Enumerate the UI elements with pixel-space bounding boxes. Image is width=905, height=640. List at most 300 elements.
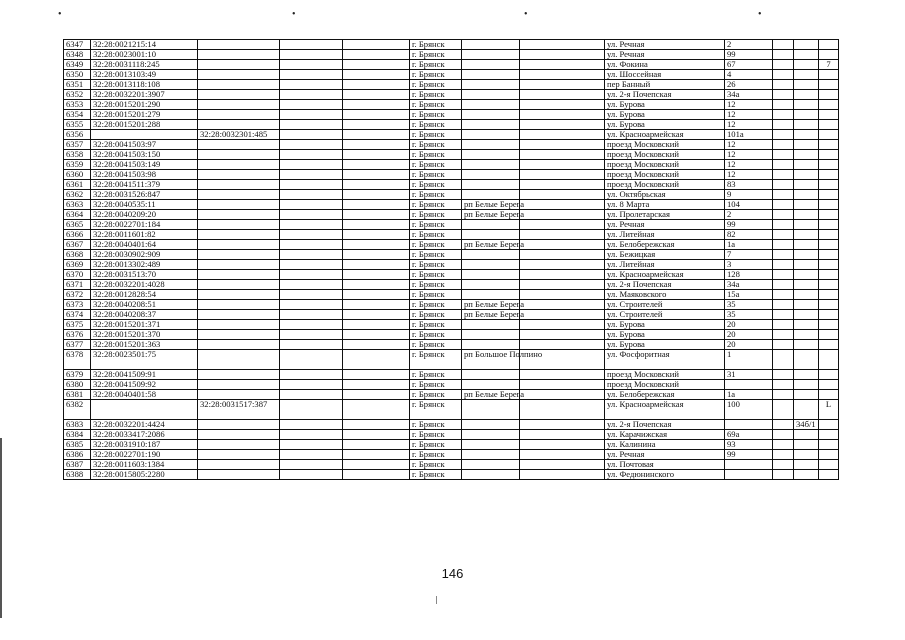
settlement: рп Белые Берега bbox=[462, 390, 520, 400]
table-row bbox=[64, 80, 839, 90]
extra-number: 34б/1 bbox=[794, 420, 819, 430]
row-number: 6379 bbox=[64, 370, 91, 380]
cadastral-number-alt bbox=[198, 320, 280, 330]
building bbox=[819, 130, 839, 140]
settlement bbox=[462, 290, 520, 300]
settlement bbox=[462, 320, 520, 330]
street: ул. Бурова bbox=[605, 100, 725, 110]
empty-cell bbox=[343, 260, 410, 270]
city: г. Брянск bbox=[410, 330, 462, 340]
cadastral-number-alt bbox=[198, 450, 280, 460]
settlement bbox=[462, 260, 520, 270]
cadastral-number: 32:28:0040535:11 bbox=[91, 200, 198, 210]
street: ул. Красноармейская bbox=[605, 270, 725, 280]
extra-number bbox=[794, 300, 819, 310]
cadastral-number-alt bbox=[198, 250, 280, 260]
building bbox=[819, 450, 839, 460]
cadastral-number: 32:28:0015805:2280 bbox=[91, 470, 198, 480]
table-row bbox=[64, 150, 839, 160]
building bbox=[819, 80, 839, 90]
house-number bbox=[725, 420, 773, 430]
table-row bbox=[64, 280, 839, 290]
house-number: 83 bbox=[725, 180, 773, 190]
table-row bbox=[64, 90, 839, 100]
empty-cell bbox=[280, 240, 343, 250]
house-number: 35 bbox=[725, 310, 773, 320]
empty-cell bbox=[773, 420, 794, 430]
building: 7 bbox=[819, 60, 839, 70]
cadastral-number bbox=[91, 400, 198, 420]
cadastral-number: 32:28:0041503:97 bbox=[91, 140, 198, 150]
cadastral-number: 32:28:0041509:92 bbox=[91, 380, 198, 390]
row-number: 6382 bbox=[64, 400, 91, 420]
row-number: 6369 bbox=[64, 260, 91, 270]
cadastral-number-alt bbox=[198, 440, 280, 450]
house-number: 104 bbox=[725, 200, 773, 210]
empty-cell bbox=[520, 210, 605, 220]
empty-cell bbox=[773, 210, 794, 220]
cadastral-number: 32:28:0011601:82 bbox=[91, 230, 198, 240]
street: ул. Карачижская bbox=[605, 430, 725, 440]
street: ул. Строителей bbox=[605, 310, 725, 320]
empty-cell bbox=[773, 140, 794, 150]
extra-number bbox=[794, 50, 819, 60]
cadastral-number-alt bbox=[198, 50, 280, 60]
settlement bbox=[462, 380, 520, 390]
empty-cell bbox=[280, 230, 343, 240]
extra-number bbox=[794, 60, 819, 70]
building bbox=[819, 90, 839, 100]
empty-cell bbox=[773, 90, 794, 100]
row-number: 6387 bbox=[64, 460, 91, 470]
settlement bbox=[462, 250, 520, 260]
cadastral-number-alt bbox=[198, 420, 280, 430]
empty-cell bbox=[773, 470, 794, 480]
settlement bbox=[462, 80, 520, 90]
empty-cell bbox=[280, 380, 343, 390]
city: г. Брянск bbox=[410, 400, 462, 420]
empty-cell bbox=[773, 320, 794, 330]
house-number: 1 bbox=[725, 350, 773, 370]
house-number: 2 bbox=[725, 40, 773, 50]
scan-mark: • bbox=[58, 9, 62, 20]
cadastral-number: 32:28:0015201:290 bbox=[91, 100, 198, 110]
empty-cell bbox=[773, 390, 794, 400]
building bbox=[819, 320, 839, 330]
cadastral-number-alt bbox=[198, 350, 280, 370]
house-number: 67 bbox=[725, 60, 773, 70]
empty-cell bbox=[520, 440, 605, 450]
empty-cell bbox=[343, 210, 410, 220]
row-number: 6371 bbox=[64, 280, 91, 290]
empty-cell bbox=[343, 460, 410, 470]
table-row bbox=[64, 260, 839, 270]
building bbox=[819, 290, 839, 300]
building bbox=[819, 260, 839, 270]
table-row bbox=[64, 330, 839, 340]
row-number: 6384 bbox=[64, 430, 91, 440]
cadastral-number: 32:28:0022701:184 bbox=[91, 220, 198, 230]
street: ул. 2-я Почепская bbox=[605, 90, 725, 100]
cadastral-number: 32:28:0030902:909 bbox=[91, 250, 198, 260]
extra-number bbox=[794, 450, 819, 460]
empty-cell bbox=[280, 310, 343, 320]
table-row bbox=[64, 460, 839, 470]
empty-cell bbox=[343, 250, 410, 260]
table-row bbox=[64, 430, 839, 440]
extra-number bbox=[794, 370, 819, 380]
city: г. Брянск bbox=[410, 340, 462, 350]
street: проезд Московский bbox=[605, 140, 725, 150]
house-number: 12 bbox=[725, 110, 773, 120]
extra-number bbox=[794, 150, 819, 160]
row-number: 6351 bbox=[64, 80, 91, 90]
empty-cell bbox=[520, 50, 605, 60]
city: г. Брянск bbox=[410, 70, 462, 80]
extra-number bbox=[794, 90, 819, 100]
extra-number bbox=[794, 350, 819, 370]
empty-cell bbox=[280, 350, 343, 370]
street: пер Банный bbox=[605, 80, 725, 90]
house-number: 35 bbox=[725, 300, 773, 310]
settlement bbox=[462, 160, 520, 170]
row-number: 6352 bbox=[64, 90, 91, 100]
empty-cell bbox=[773, 250, 794, 260]
street: ул. Федюнинского bbox=[605, 470, 725, 480]
empty-cell bbox=[520, 380, 605, 390]
empty-cell bbox=[773, 100, 794, 110]
empty-cell bbox=[520, 290, 605, 300]
street: ул. Бурова bbox=[605, 120, 725, 130]
settlement: рп Белые Берега bbox=[462, 200, 520, 210]
empty-cell bbox=[773, 280, 794, 290]
empty-cell bbox=[773, 240, 794, 250]
empty-cell bbox=[773, 340, 794, 350]
cadastral-number-alt bbox=[198, 140, 280, 150]
table-row bbox=[64, 110, 839, 120]
cadastral-number: 32:28:0013103:49 bbox=[91, 70, 198, 80]
scan-mark: • bbox=[758, 9, 762, 20]
settlement bbox=[462, 70, 520, 80]
cadastral-number: 32:28:0021215:14 bbox=[91, 40, 198, 50]
building bbox=[819, 380, 839, 390]
house-number: 12 bbox=[725, 120, 773, 130]
table-row bbox=[64, 240, 839, 250]
empty-cell bbox=[280, 300, 343, 310]
empty-cell bbox=[520, 280, 605, 290]
empty-cell bbox=[343, 390, 410, 400]
settlement bbox=[462, 40, 520, 50]
cadastral-number bbox=[91, 130, 198, 140]
table-row bbox=[64, 450, 839, 460]
cadastral-number-alt bbox=[198, 160, 280, 170]
city: г. Брянск bbox=[410, 370, 462, 380]
extra-number bbox=[794, 270, 819, 280]
row-number: 6372 bbox=[64, 290, 91, 300]
empty-cell bbox=[520, 190, 605, 200]
cadastral-number: 32:28:0040401:58 bbox=[91, 390, 198, 400]
cadastral-number-alt bbox=[198, 170, 280, 180]
settlement bbox=[462, 370, 520, 380]
empty-cell bbox=[280, 330, 343, 340]
empty-cell bbox=[773, 330, 794, 340]
street: ул. Строителей bbox=[605, 300, 725, 310]
empty-cell bbox=[520, 450, 605, 460]
city: г. Брянск bbox=[410, 210, 462, 220]
settlement bbox=[462, 170, 520, 180]
empty-cell bbox=[773, 70, 794, 80]
building bbox=[819, 440, 839, 450]
cadastral-number-alt: 32:28:0032301:485 bbox=[198, 130, 280, 140]
house-number: 31 bbox=[725, 370, 773, 380]
empty-cell bbox=[773, 380, 794, 390]
row-number: 6373 bbox=[64, 300, 91, 310]
cadastral-number: 32:28:0040209:20 bbox=[91, 210, 198, 220]
empty-cell bbox=[280, 270, 343, 280]
empty-cell bbox=[343, 200, 410, 210]
cadastral-number-alt bbox=[198, 430, 280, 440]
cadastral-number: 32:28:0015201:371 bbox=[91, 320, 198, 330]
empty-cell bbox=[773, 290, 794, 300]
empty-cell bbox=[343, 370, 410, 380]
house-number: 69а bbox=[725, 430, 773, 440]
row-number: 6360 bbox=[64, 170, 91, 180]
building bbox=[819, 150, 839, 160]
building bbox=[819, 40, 839, 50]
empty-cell bbox=[280, 210, 343, 220]
settlement bbox=[462, 150, 520, 160]
table-row bbox=[64, 160, 839, 170]
house-number: 2 bbox=[725, 210, 773, 220]
cadastral-number: 32:28:0040208:37 bbox=[91, 310, 198, 320]
empty-cell bbox=[520, 250, 605, 260]
settlement bbox=[462, 330, 520, 340]
settlement bbox=[462, 450, 520, 460]
empty-cell bbox=[520, 150, 605, 160]
table-row bbox=[64, 470, 839, 480]
house-number: 12 bbox=[725, 170, 773, 180]
extra-number bbox=[794, 290, 819, 300]
house-number: 20 bbox=[725, 330, 773, 340]
street: ул. Маяковского bbox=[605, 290, 725, 300]
empty-cell bbox=[280, 170, 343, 180]
house-number: 20 bbox=[725, 320, 773, 330]
cadastral-number-alt: 32:28:0031517:387 bbox=[198, 400, 280, 420]
house-number: 3 bbox=[725, 260, 773, 270]
cadastral-number-alt bbox=[198, 300, 280, 310]
empty-cell bbox=[280, 80, 343, 90]
city: г. Брянск bbox=[410, 130, 462, 140]
empty-cell bbox=[520, 200, 605, 210]
city: г. Брянск bbox=[410, 260, 462, 270]
building bbox=[819, 210, 839, 220]
settlement: рп Белые Берега bbox=[462, 210, 520, 220]
empty-cell bbox=[343, 450, 410, 460]
row-number: 6383 bbox=[64, 420, 91, 430]
cadastral-number: 32:28:0022701:190 bbox=[91, 450, 198, 460]
settlement bbox=[462, 120, 520, 130]
empty-cell bbox=[280, 420, 343, 430]
settlement bbox=[462, 430, 520, 440]
empty-cell bbox=[343, 270, 410, 280]
street: ул. Пролетарская bbox=[605, 210, 725, 220]
street: ул. Речная bbox=[605, 450, 725, 460]
cadastral-number-alt bbox=[198, 240, 280, 250]
city: г. Брянск bbox=[410, 160, 462, 170]
city: г. Брянск bbox=[410, 60, 462, 70]
empty-cell bbox=[773, 160, 794, 170]
building bbox=[819, 160, 839, 170]
city: г. Брянск bbox=[410, 290, 462, 300]
empty-cell bbox=[520, 390, 605, 400]
row-number: 6358 bbox=[64, 150, 91, 160]
street: ул. Красноармейская bbox=[605, 400, 725, 420]
settlement bbox=[462, 270, 520, 280]
city: г. Брянск bbox=[410, 320, 462, 330]
empty-cell bbox=[280, 460, 343, 470]
city: г. Брянск bbox=[410, 440, 462, 450]
empty-cell bbox=[773, 430, 794, 440]
street: ул. Бурова bbox=[605, 320, 725, 330]
extra-number bbox=[794, 70, 819, 80]
city: г. Брянск bbox=[410, 300, 462, 310]
city: г. Брянск bbox=[410, 90, 462, 100]
row-number: 6357 bbox=[64, 140, 91, 150]
building bbox=[819, 280, 839, 290]
empty-cell bbox=[343, 150, 410, 160]
empty-cell bbox=[343, 470, 410, 480]
extra-number bbox=[794, 220, 819, 230]
building bbox=[819, 390, 839, 400]
house-number: 100 bbox=[725, 400, 773, 420]
cadastral-number: 32:28:0041509:91 bbox=[91, 370, 198, 380]
building bbox=[819, 420, 839, 430]
building bbox=[819, 190, 839, 200]
house-number: 12 bbox=[725, 140, 773, 150]
empty-cell bbox=[773, 110, 794, 120]
settlement bbox=[462, 180, 520, 190]
city: г. Брянск bbox=[410, 140, 462, 150]
table-row bbox=[64, 390, 839, 400]
cadastral-number: 32:28:0031513:70 bbox=[91, 270, 198, 280]
empty-cell bbox=[343, 160, 410, 170]
empty-cell bbox=[343, 440, 410, 450]
house-number: 12 bbox=[725, 160, 773, 170]
cadastral-number-alt bbox=[198, 120, 280, 130]
extra-number bbox=[794, 210, 819, 220]
cadastral-number: 32:28:0015201:279 bbox=[91, 110, 198, 120]
city: г. Брянск bbox=[410, 100, 462, 110]
building bbox=[819, 250, 839, 260]
table-row bbox=[64, 440, 839, 450]
street: ул. Октябрьская bbox=[605, 190, 725, 200]
city: г. Брянск bbox=[410, 310, 462, 320]
cadastral-number-alt bbox=[198, 60, 280, 70]
row-number: 6370 bbox=[64, 270, 91, 280]
empty-cell bbox=[280, 160, 343, 170]
house-number: 99 bbox=[725, 450, 773, 460]
city: г. Брянск bbox=[410, 230, 462, 240]
extra-number bbox=[794, 380, 819, 390]
cadastral-number-alt bbox=[198, 330, 280, 340]
empty-cell bbox=[773, 460, 794, 470]
registry-table bbox=[63, 39, 839, 480]
building bbox=[819, 240, 839, 250]
street: ул. Белобережская bbox=[605, 390, 725, 400]
table-row bbox=[64, 270, 839, 280]
empty-cell bbox=[343, 80, 410, 90]
building: L bbox=[819, 400, 839, 420]
extra-number bbox=[794, 130, 819, 140]
empty-cell bbox=[343, 330, 410, 340]
settlement: рп Белые Берега bbox=[462, 300, 520, 310]
street: проезд Московский bbox=[605, 160, 725, 170]
cadastral-number-alt bbox=[198, 190, 280, 200]
cadastral-number-alt bbox=[198, 460, 280, 470]
extra-number bbox=[794, 40, 819, 50]
city: г. Брянск bbox=[410, 380, 462, 390]
cadastral-number-alt bbox=[198, 270, 280, 280]
table-row bbox=[64, 400, 839, 420]
empty-cell bbox=[520, 320, 605, 330]
street: ул. Красноармейская bbox=[605, 130, 725, 140]
house-number: 34а bbox=[725, 280, 773, 290]
extra-number bbox=[794, 120, 819, 130]
cadastral-number: 32:28:0041503:149 bbox=[91, 160, 198, 170]
building bbox=[819, 230, 839, 240]
table-row bbox=[64, 230, 839, 240]
empty-cell bbox=[343, 180, 410, 190]
city: г. Брянск bbox=[410, 250, 462, 260]
city: г. Брянск bbox=[410, 200, 462, 210]
building bbox=[819, 340, 839, 350]
empty-cell bbox=[343, 220, 410, 230]
extra-number bbox=[794, 100, 819, 110]
empty-cell bbox=[280, 440, 343, 450]
empty-cell bbox=[280, 180, 343, 190]
extra-number bbox=[794, 320, 819, 330]
empty-cell bbox=[343, 350, 410, 370]
settlement bbox=[462, 340, 520, 350]
empty-cell bbox=[520, 60, 605, 70]
empty-cell bbox=[520, 140, 605, 150]
extra-number bbox=[794, 430, 819, 440]
cadastral-number-alt bbox=[198, 390, 280, 400]
empty-cell bbox=[280, 290, 343, 300]
empty-cell bbox=[773, 310, 794, 320]
empty-cell bbox=[343, 100, 410, 110]
empty-cell bbox=[520, 160, 605, 170]
empty-cell bbox=[343, 70, 410, 80]
empty-cell bbox=[280, 280, 343, 290]
empty-cell bbox=[280, 110, 343, 120]
cadastral-number-alt bbox=[198, 200, 280, 210]
street: проезд Московский bbox=[605, 380, 725, 390]
empty-cell bbox=[520, 420, 605, 430]
settlement: рп Большое Полпино bbox=[462, 350, 520, 370]
settlement: рп Белые Берега bbox=[462, 240, 520, 250]
street: ул. Калинина bbox=[605, 440, 725, 450]
empty-cell bbox=[773, 230, 794, 240]
cadastral-number-alt bbox=[198, 180, 280, 190]
empty-cell bbox=[280, 250, 343, 260]
empty-cell bbox=[280, 130, 343, 140]
extra-number bbox=[794, 110, 819, 120]
empty-cell bbox=[343, 400, 410, 420]
house-number: 1а bbox=[725, 240, 773, 250]
house-number: 101а bbox=[725, 130, 773, 140]
row-number: 6388 bbox=[64, 470, 91, 480]
